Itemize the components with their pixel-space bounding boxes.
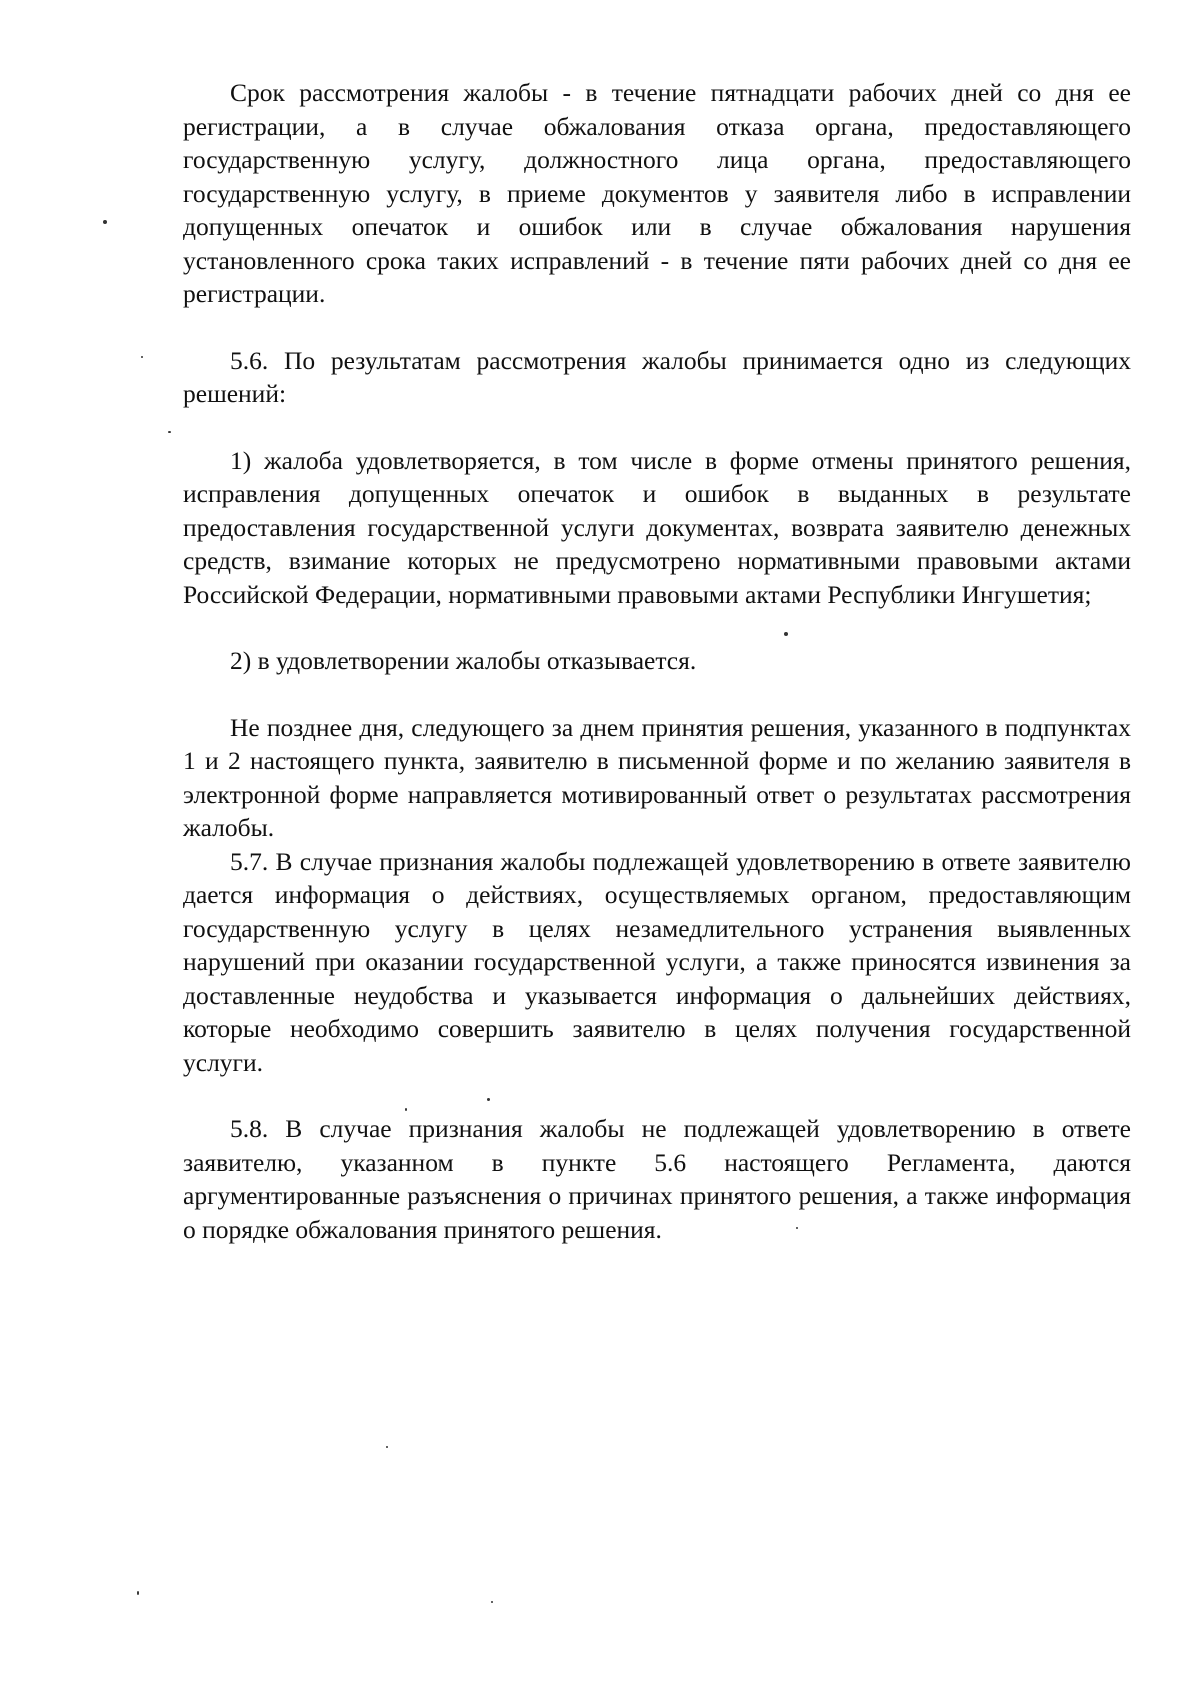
scan-speck xyxy=(796,1227,798,1229)
scan-speck xyxy=(386,1446,388,1448)
scan-speck xyxy=(141,356,143,358)
scan-speck xyxy=(491,1601,493,1603)
paragraph-decision-2: 2) в удовлетворении жалобы отказывается. xyxy=(230,646,697,675)
scan-speck xyxy=(405,1108,407,1111)
paragraph-review-period: Срок рассмотрения жалобы - в течение пятнадцати рабочих дней со дня ее регистрации, а в случае обжалования отказа органа, предоставляющего государственную услугу, должностного лица органа, предоставляющего государственную услугу, в приеме документов у заявителя либо в исправлении допущенных опечаток и ошибок или в случае обжалования нарушения установленного срока таких исправлений - в течение пяти рабочих дней со дня ее регистрации. xyxy=(183,78,1131,308)
paragraph-5-6: 5.6. По результатам рассмотрения жалобы принимается одно из следующих решений: xyxy=(183,345,1131,408)
paragraph-response-deadline: Не позднее дня, следующего за днем принятия решения, указанного в подпунктах 1 и 2 настоящего пункта, заявителю в письменной форме и по желанию заявителя в электронной форме направляется мотивированный ответ о результатах рассмотрения жалобы. xyxy=(183,712,1131,842)
scan-speck xyxy=(784,632,788,636)
paragraph-5-8: 5.8. В случае признания жалобы не подлежащей удовлетворению в ответе заявителю, указанном в пункте 5.6 настоящего Регламента, даются аргументированные разъяснения о причинах принятого решения, а также информация о порядке обжалования принятого решения. xyxy=(183,1114,1131,1244)
scan-speck xyxy=(137,1591,139,1595)
paragraph-5-7: 5.7. В случае признания жалобы подлежащей удовлетворению в ответе заявителю дается информация о действиях, осуществляемых органом, предоставляющим государственную услугу в целях незамедлительного устранения выявленных нарушений при оказании государственной услуги, а также приносятся извинения за доставленные неудобства и указывается информация о дальнейших действиях, которые необходимо совершить заявителю в целях получения государственной услуги. xyxy=(183,846,1131,1077)
document-body xyxy=(183,76,1131,1246)
scan-speck xyxy=(103,220,107,224)
paragraph-decision-1: 1) жалоба удовлетворяется, в том числе в форме отмены принятого решения, исправления допущенных опечаток и ошибок в выданных в результате предоставления государственной услуги документах, возврата заявителю денежных средств, взимание которых не предусмотрено нормативными правовыми актами Российской Федерации, нормативными правовыми актами Республики Ингушетия; xyxy=(183,445,1131,609)
scan-speck xyxy=(487,1098,490,1101)
scan-speck xyxy=(168,431,171,433)
